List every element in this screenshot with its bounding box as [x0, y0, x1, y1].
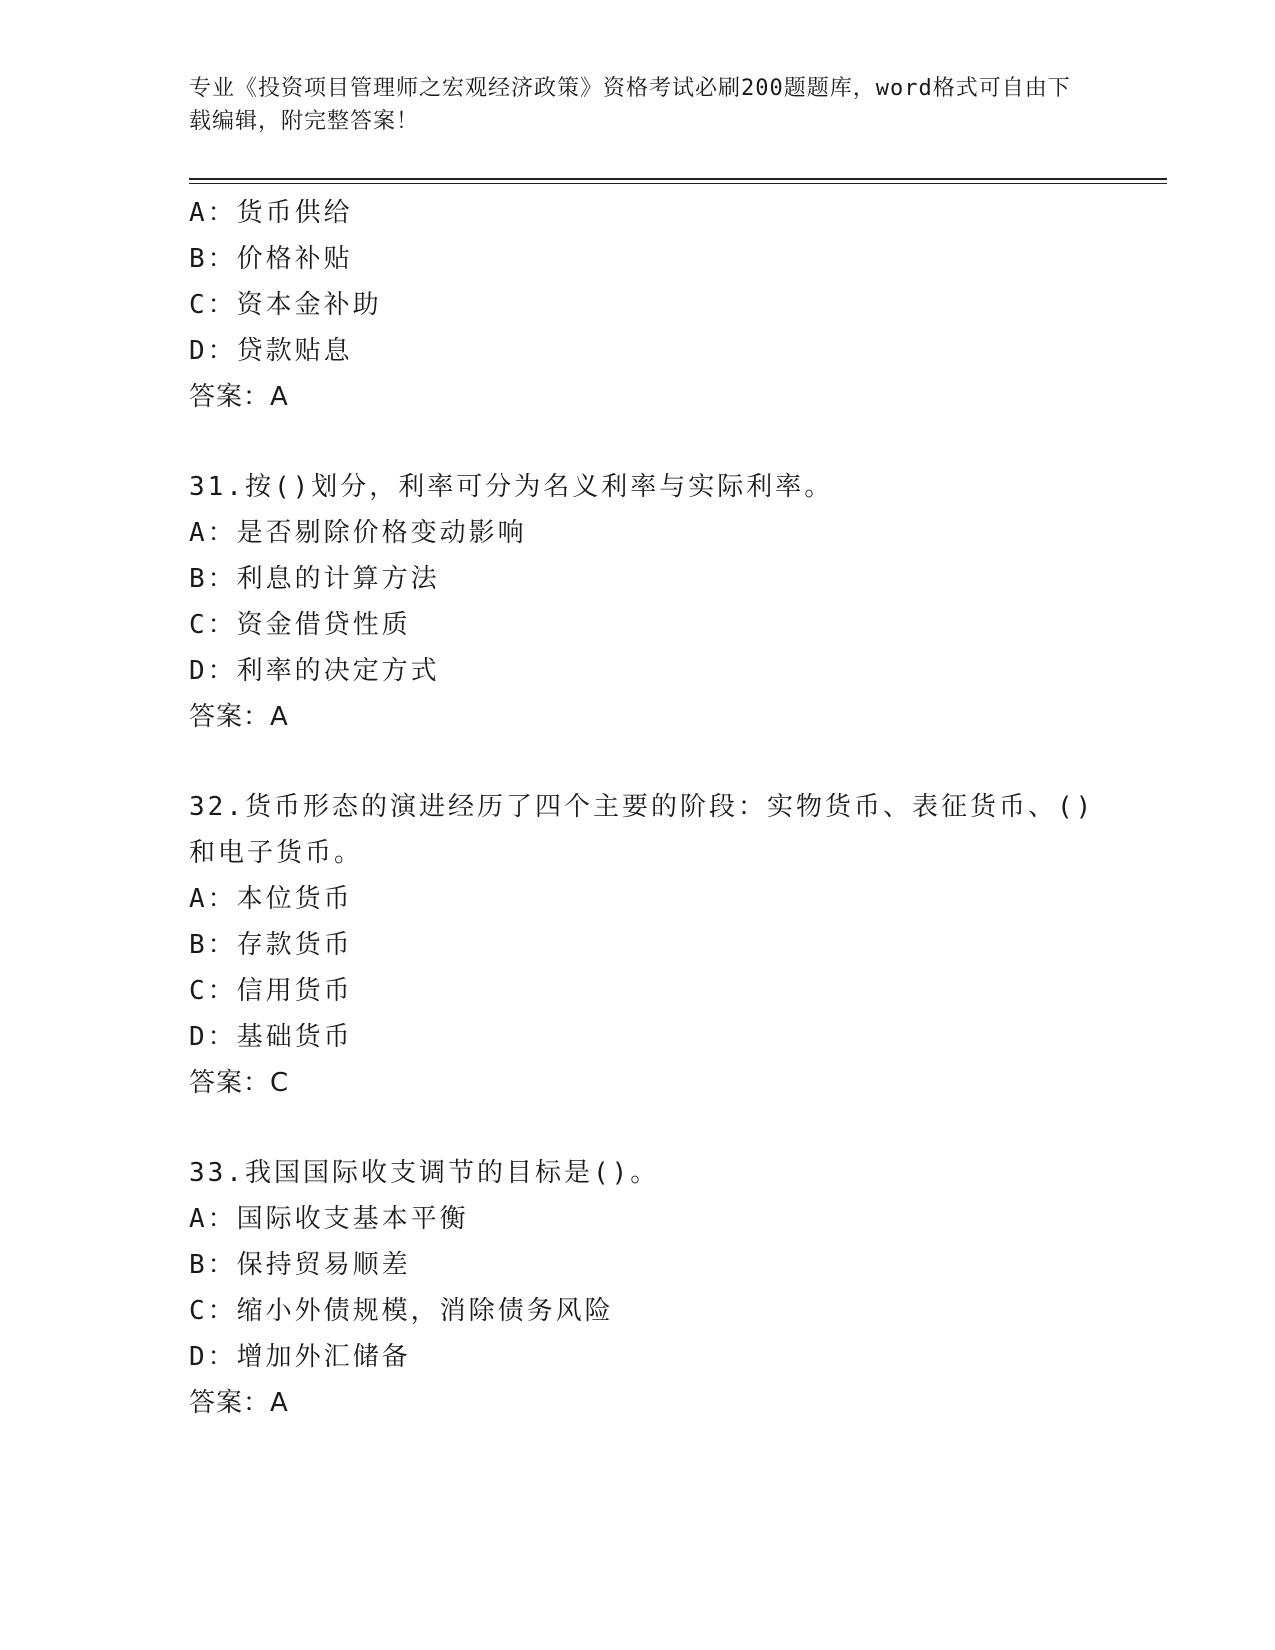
document-header: 专业《投资项目管理师之宏观经济政策》资格考试必刷200题题库，word格式可自由下载编辑，附完整答案！ — [189, 76, 1071, 134]
question-text: 32.货币形态的演进经历了四个主要的阶段：实物货币、表征货币、() — [189, 792, 1095, 822]
header-rule-thin — [189, 183, 1167, 184]
option-d: D：基础货币 — [189, 1022, 353, 1052]
option-d: D：增加外汇储备 — [189, 1342, 411, 1372]
option-c: C：资金借贷性质 — [189, 610, 411, 640]
option-a: A：本位货币 — [189, 884, 353, 914]
option-b: B：利息的计算方法 — [189, 564, 440, 594]
answer: 答案：C — [189, 1068, 290, 1098]
question-text-continued: 和电子货币。 — [189, 838, 364, 868]
option-a: A：货币供给 — [189, 198, 353, 228]
option-b: B：保持贸易顺差 — [189, 1250, 411, 1280]
option-d: D：贷款贴息 — [189, 336, 353, 366]
question-block-30 — [189, 190, 1089, 420]
option-b: B：价格补贴 — [189, 244, 353, 274]
question-list — [189, 190, 1095, 1426]
question-text: 33.我国国际收支调节的目标是()。 — [189, 1158, 660, 1188]
header-rule-thick — [189, 178, 1167, 180]
option-c: C：信用货币 — [189, 976, 353, 1006]
answer: 答案：A — [189, 1388, 289, 1418]
question-block-31 — [189, 464, 1089, 740]
question-block-32 — [189, 784, 1095, 1106]
question-text: 31.按()划分，利率可分为名义利率与实际利率。 — [189, 472, 834, 502]
answer: 答案：A — [189, 702, 289, 732]
option-c: C：资本金补助 — [189, 290, 382, 320]
option-a: A：国际收支基本平衡 — [189, 1204, 469, 1234]
answer: 答案：A — [189, 382, 289, 412]
option-d: D：利率的决定方式 — [189, 656, 440, 686]
option-a: A：是否剔除价格变动影响 — [189, 518, 527, 548]
option-c: C：缩小外债规模，消除债务风险 — [189, 1296, 614, 1326]
option-b: B：存款货币 — [189, 930, 353, 960]
question-block-33 — [189, 1150, 1089, 1426]
